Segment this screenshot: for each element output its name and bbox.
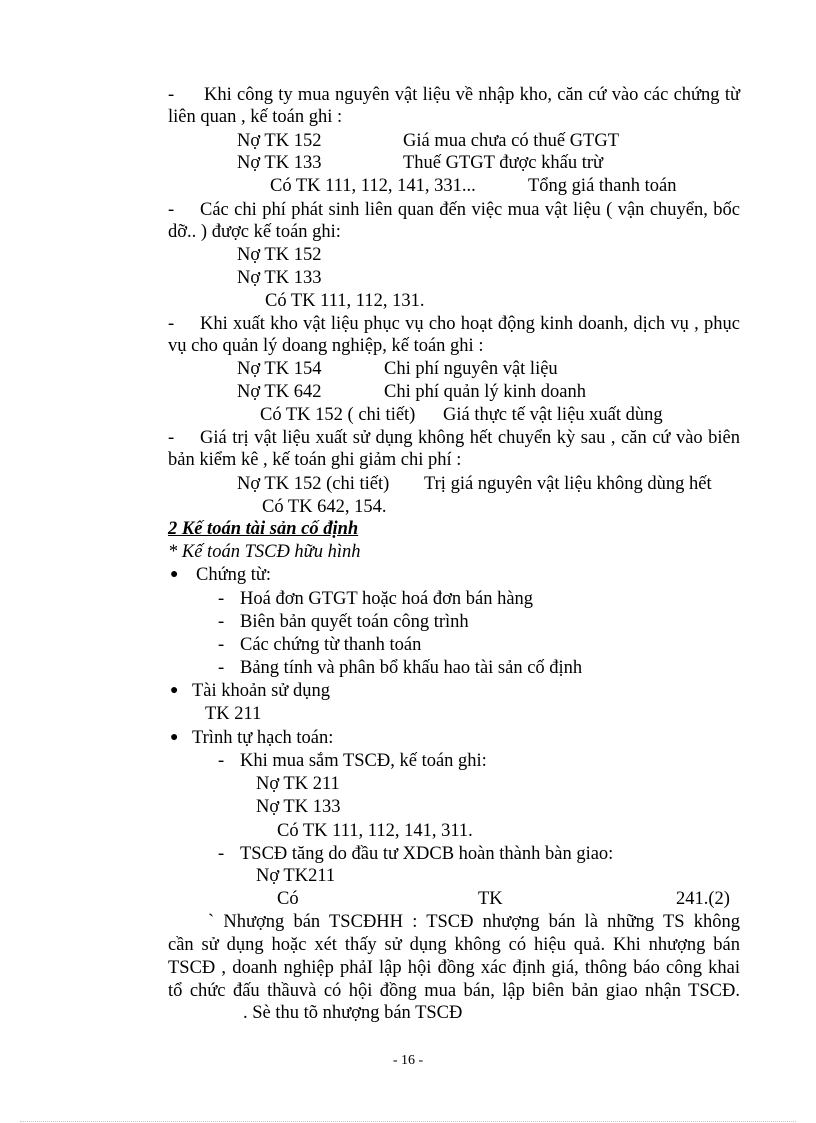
entry1-co-desc: Tổng giá thanh toán [528, 176, 677, 196]
para5-line1: ` Nhượng bán TSCĐHH : TSCĐ nhượng bán là những TS không [208, 912, 740, 932]
entry2-co: Có TK 111, 112, 131. [265, 291, 425, 311]
page-bottom-rule [20, 1121, 796, 1122]
bullet-dot-3: ● [170, 730, 179, 745]
para5-line2: cần sử dụng hoặc xét thấy sử dụng không có hiệu quả. Khi nhượng bán [168, 935, 740, 955]
b3-co-tk: TK [478, 889, 503, 909]
para5-line4: tổ chức đấu thầuvà có hội đồng mua bán, lập biên bản giao nhận TSCĐ. [168, 981, 740, 1001]
para3-line2: vụ cho quản lý doang nghiệp, kế toán ghi : [168, 336, 484, 356]
entry4-co: Có TK 642, 154. [262, 497, 387, 517]
b3-co-word: Có [277, 889, 299, 909]
entry1-no133: Nợ TK 133 [237, 153, 322, 173]
b1-dash-4: - [218, 658, 225, 678]
entry1-no133-desc: Thuế GTGT được khấu trừ [403, 153, 604, 173]
bullet3-label: Trình tự hạch toán: [192, 728, 334, 748]
entry2-no133: Nợ TK 133 [237, 268, 322, 288]
bullet-dot-1: ● [170, 567, 179, 582]
entry4-no152: Nợ TK 152 (chi tiết) [237, 474, 390, 494]
b3-dash-2: - [218, 844, 225, 864]
bullet1-label: Chứng từ: [196, 565, 272, 585]
b3-no133: Nợ TK 133 [256, 797, 341, 817]
entry3-no154: Nợ TK 154 [237, 359, 322, 379]
sub-heading: * Kế toán TSCĐ hữu hình [168, 542, 361, 562]
para4-line1: - Giá trị vật liệu xuất sử dụng không hết chuyển kỳ sau , căn cứ vào biên [168, 428, 740, 448]
b3-no211b: Nợ TK211 [256, 866, 336, 886]
b1-dash-2: - [218, 612, 225, 632]
para5-line5: . Sè thu tõ nhượng bán TSCĐ [243, 1003, 463, 1023]
para3-line1: - Khi xuất kho vật liệu phục vụ cho hoạt động kinh doanh, dịch vụ , phục [168, 314, 740, 334]
b3-item-1: Khi mua sắm TSCĐ, kế toán ghi: [240, 751, 487, 771]
b1-item-4: Bảng tính và phân bổ khấu hao tài sản cố định [240, 658, 583, 678]
entry4-no152-desc: Trị giá nguyên vật liệu không dùng hết [424, 474, 712, 494]
para1-line1: - Khi công ty mua nguyên vật liệu về nhập kho, căn cứ vào các chứng từ [168, 85, 740, 105]
para5-line3: TSCĐ , doanh nghiệp phảI lập hội đồng xác định giá, thông báo công khai [168, 958, 740, 978]
b1-dash-3: - [218, 635, 225, 655]
entry3-no642-desc: Chi phí quản lý kinh doanh [384, 382, 586, 402]
b1-item-1: Hoá đơn GTGT hoặc hoá đơn bán hàng [240, 589, 534, 609]
para2-line2: dỡ.. ) được kế toán ghi: [168, 222, 341, 242]
entry1-no152-desc: Giá mua chưa có thuế GTGT [403, 131, 620, 151]
para1-line2: liên quan , kế toán ghi : [168, 107, 343, 127]
b1-item-3: Các chứng từ thanh toán [240, 635, 422, 655]
entry1-co: Có TK 111, 112, 141, 331... [270, 176, 476, 196]
b3-co-account: 241.(2) [676, 889, 730, 909]
section-heading: 2 Kế toán tài sản cố định [168, 519, 359, 539]
page-number: - 16 - [392, 1053, 424, 1068]
b3-dash-1: - [218, 751, 225, 771]
b1-item-2: Biên bản quyết toán công trình [240, 612, 469, 632]
bullet2-label: Tài khoản sử dụng [192, 681, 330, 701]
entry3-co: Có TK 152 ( chi tiết) [260, 405, 416, 425]
entry1-no152: Nợ TK 152 [237, 131, 322, 151]
para2-line1: - Các chi phí phát sinh liên quan đến việc mua vật liệu ( vận chuyển, bốc [168, 200, 740, 220]
b1-dash-1: - [218, 589, 225, 609]
entry3-no642: Nợ TK 642 [237, 382, 322, 402]
entry3-co-desc: Giá thực tế vật liệu xuất dùng [443, 405, 663, 425]
bullet2-value: TK 211 [205, 704, 262, 724]
b3-item-2: TSCĐ tăng do đầu tư XDCB hoàn thành bàn giao: [240, 844, 614, 864]
b3-no211: Nợ TK 211 [256, 774, 340, 794]
entry2-no152: Nợ TK 152 [237, 245, 322, 265]
para4-line2: bản kiểm kê , kế toán ghi giảm chi phí : [168, 450, 462, 470]
bullet-dot-2: ● [170, 683, 179, 698]
b3-co: Có TK 111, 112, 141, 311. [277, 821, 473, 841]
entry3-no154-desc: Chi phí nguyên vật liệu [384, 359, 558, 379]
